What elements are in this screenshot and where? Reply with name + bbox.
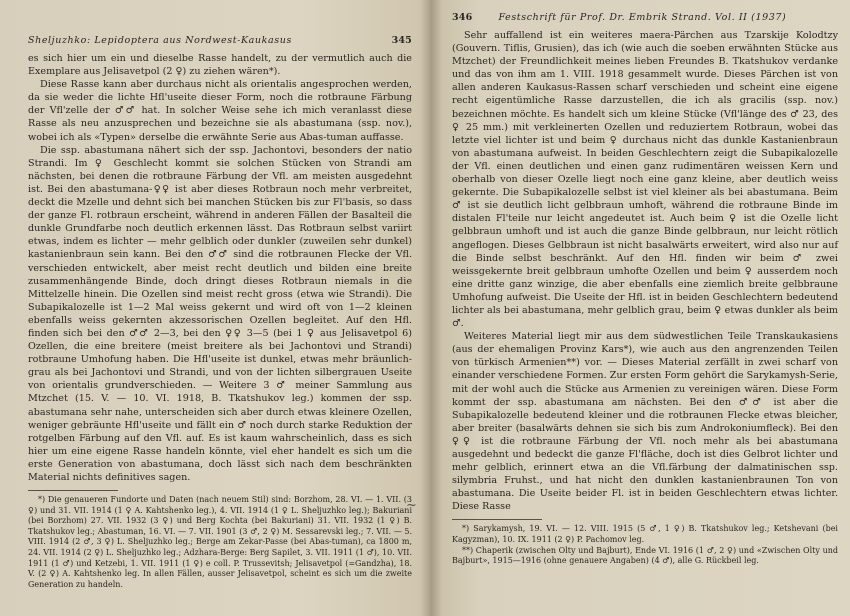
- left-footnote-1: *) Die genaueren Fundorte und Daten (nach neuem Stil) sind: Borzhom, 28. VI. — 1. VII. (3 ♀) und 31. VII. 1914 (1 ♀ A. Kahtshenko leg.), 4. VII. 1914 (1 ♀ L. Sheljuzhko leg.); Bakuriani (bei Borzhom) 27. VII. 1932 (3 ♀) und Berg Kochta (bei Bakuriani) 31. VII. 1932 (1 ♀) B. Tkatshukov leg.; Abastuman, 16. VI. — 7. VII. 1901 (3 ♂, 2 ♀) M. Sessarevski leg.; 7. VII. — 5. VIII. 1914 (2 ♂, 3 ♀) L. Sheljuzhko leg.; Berge am Zekar-Passe (bei Abas-tuman), ca 1800 m, 24. VII. 1914 (2 ♀) L. Sheljuzhko leg.; Adzhara-Berge: Berg Sapilet, 3. VII. 1911 (1 ♂), 10. VII. 1911 (1 ♂) und Ketzebi, 1. VII. 1911 (1 ♀) e coll. P. Trussevitsh; Jelisavetpol (=Gandzha), 18. V. (2 ♀) A. Kahtshenko leg. In allen Fällen, ausser Jelisavetpol, scheint es sich um die zweite Generation zu handeln.: [28, 495, 412, 589]
- right-page: [430, 0, 850, 616]
- right-running-title: Festschrift für Prof. Dr. Embrik Strand. Vol. II (1937): [498, 12, 787, 23]
- right-paragraph-1: Sehr auffallend ist ein weiteres maera-Pärchen aus Tzarskije Kolodtzy (Gouvern. Tiflis, Grusien), das ich (wie auch die soeben erwähnten Stücke aus Mtzchet) der Freundlichkeit meines lieben Freundes B. Tkatshukov verdanke und das von ihm am 1. VIII. 1918 gesammelt wurde. Dieses Pärchen ist von allen anderen Kaukasus-Rassen scharf verschieden und scheint eine eigene recht eigentümliche Rasse darzustellen, die ich als gracilis (ssp. nov.) bezeichnen möchte. Es handelt sich um kleine Stücke (Vfl'länge des ♂ 23, des ♀ 25 mm.) mit verkleinerten Ozellen und reduziertem Rotbraun, wobei das letzte viel lichter ist und beim ♀ durchaus nicht das dunkle Kastanienbraun von abastumana aufweist. In beiden Geschlechtern zeigt die Subapikalozelle der Vfl. einen deutlichen und einen ganz rudimentären weissen Kern und oberhalb von dieser Ozelle liegt noch eine ganz kleine, aber deutlich weiss gekernte. Die Subapikalozelle selbst ist viel kleiner als bei abastumana. Beim ♂ ist sie deutlich licht gelbbraun umhoft, während die rotbraune Binde im distalen Fl'teile nur leicht angedeutet ist. Auch beim ♀ ist die Ozelle licht gelbbraun umhoft und ist auch die ganze Binde gelbbraun, nur leicht rötlich angeflogen. Dieses Gelbbraun ist nicht basalwärts erweitert, wird also nur auf die Binde selbst beschränkt. Auf den Hfl. finden wir beim ♂ zwei weissgekernte breit gelbbraun umhofte Ozellen und beim ♀ ausserdem noch eine dritte ganz winzige, die aber ebenfalls eine ziemlich breite gelbbraune Umhofung aufweist. Die Useite der Hfl. ist in beiden Geschlechtern bedeutend lichter als bei abastumana, mehr gelblich grau, beim ♀ etwas dunkler als beim ♂.: [452, 30, 838, 330]
- pencil-margin-mark: ~: [406, 498, 417, 513]
- left-running-title: Sheljuzhko: Lepidoptera aus Nordwest-Kaukasus: [28, 35, 292, 46]
- left-footnotes: [28, 495, 412, 590]
- left-running-head: [28, 35, 412, 46]
- right-running-head: [452, 12, 838, 23]
- left-footnote-rule: [28, 490, 118, 491]
- left-paragraph-2: Diese Rasse kann aber durchaus nicht als orientalis angesprochen werden, da sie weder die lichte Hfl'useite dieser Form, noch die rotbraune Färbung der Vfl'zelle der ♂♂ hat. In solcher Weise sehe ich mich veranlasst diese Rasse als neu anzusprechen und bezeichne sie als abastumana (ssp. nov.), wobei ich als «Typen» derselbe die erwähnte Serie aus Abas-tuman auffasse.: [28, 79, 412, 143]
- left-paragraph-1: es sich hier um ein und dieselbe Rasse handelt, zu der vermutlich auch die Exemplare aus Jelisavetpol (2 ♀) zu ziehen wären*).: [28, 53, 412, 78]
- left-paragraph-3: Die ssp. abastumana nähert sich der ssp. Jachontovi, besonders der natio Strandi. Im ♀ Geschlecht kommt sie solchen Stücken von Strandi am nächsten, bei denen die rotbraune Färbung der Vfl. am meisten ausgedehnt ist. Bei den abastumana-♀♀ ist aber dieses Rotbraun noch mehr verbreitet, deckt die Mzelle und dehnt sich bei manchen Stücken bis zur Fl'basis, so dass der ganze Fl. rotbraun erscheint, während in anderen Fällen der Basalteil die dunkle Grundfarbe noch deutlich erkennen lässt. Das Rotbraun selbst variirt etwas, indem es lichter — mehr gelblich oder dunkler (zuweilen sehr dunkel) kastanienbraun sein kann. Bei den ♂♂ sind die rotbraunen Flecke der Vfl. verschieden entwickelt, aber meist recht deutlich und bilden eine breite zusammenhängende Binde, doch dringt dieses Rotbraun niemals in die Mittelzelle hinein. Die Ozellen sind meist recht gross (etwa wie Strandi). Die Subapikalozelle ist 1—2 Mal weiss gekernt und wird oft von 1—2 kleinen ebenfalls weiss gekernten akzessorischen Ozellen begleitet. Auf den Hfl. finden sich bei den ♂♂ 2—3, bei den ♀♀ 3—5 (bei 1 ♀ aus Jelisavetpol 6) Ozellen, die eine breitere (meist breitere als bei Jachontovi und Strandi) rotbraune Umhofung haben. Die Hfl'useite ist dunkel, etwas mehr bräunlich-grau als bei Jachontovi und Strandi, und von der lichten silbergrauen Useite von orientalis grundverschieden. — Weitere 3 ♂ meiner Sammlung aus Mtzchet (15. V. — 10. VI. 1918, B. Tkatshukov leg.) kommen der ssp. abastumana sehr nahe, unterscheiden sich aber durch etwas kleinere Ozellen, weniger gebräunte Hfl'useite und fällt ein ♂ noch durch starke Reduktion der rotgelben Färbung auf den Vfl. auf. Es ist kaum wahrscheinlich, dass es sich hier um eine eigene Rasse handeln könnte, viel eher handelt es sich um die erste Generation von abastumana, doch lässt sich nach dem beschränkten Material nichts definitives sagen.: [28, 144, 412, 483]
- right-page-number: 346: [452, 12, 473, 23]
- right-footnote-2: **) Chaperik (zwischen Olty und Bajburt), Ende VI. 1916 (1 ♂, 2 ♀) und «Zwischen Olty und Bajburt», 1915—1916 (ohne genauere Angaben) (4 ♂), alle G. Rückbeil leg.: [452, 545, 838, 566]
- left-body-text: [28, 52, 412, 484]
- right-footnote-rule: [452, 519, 542, 520]
- left-page-number: 345: [391, 35, 412, 46]
- right-body-text: [452, 29, 838, 513]
- right-paragraph-2: Weiteres Material liegt mir aus dem südwestlichen Teile Transkaukasiens (aus der ehemaligen Provinz Kars*), wie auch aus den angrenzenden Teilen von türkisch Armenien**) vor. — Dieses Material zerfällt in zwei scharf von einander verschiedene Formen. Zur ersten Form gehört die Sarykamysh-Serie, mit der wohl auch die Stücke aus Armenien zu vereinigen wären. Diese Form kommt der ssp. abastumana am nächsten. Bei den ♂♂ ist aber die Subapikalozelle bedeutend kleiner und die rotbraunen Flecke etwas bleicher, aber breiter (basalwärts dehnen sie sich bis zum Androkoniumfleck). Bei den ♀♀ ist die rotbraune Färbung der Vfl. noch mehr als bei abastumana ausgedehnt und bedeckt die ganze Fl'fläche, doch ist dies Gelbrot lichter und mehr gelblich, erinnert etwa an die Vfl.färbung der dalmatinischen ssp. silymbria Fruhst., und hat nicht den dunklen kastanienbraunen Ton von abastumana. Die Useite beider Fl. ist in beiden Geschlechtern etwas lichter. Diese Rasse: [452, 331, 838, 513]
- right-footnote-1: *) Sarykamysh, 19. VI. — 12. VIII. 1915 (5 ♂, 1 ♀) B. Tkatshukov leg.; Ketshevani (bei Kagyzman), 10. IX. 1911 (2 ♀) P. Pachomov leg.: [452, 524, 838, 545]
- right-footnotes: [452, 524, 838, 566]
